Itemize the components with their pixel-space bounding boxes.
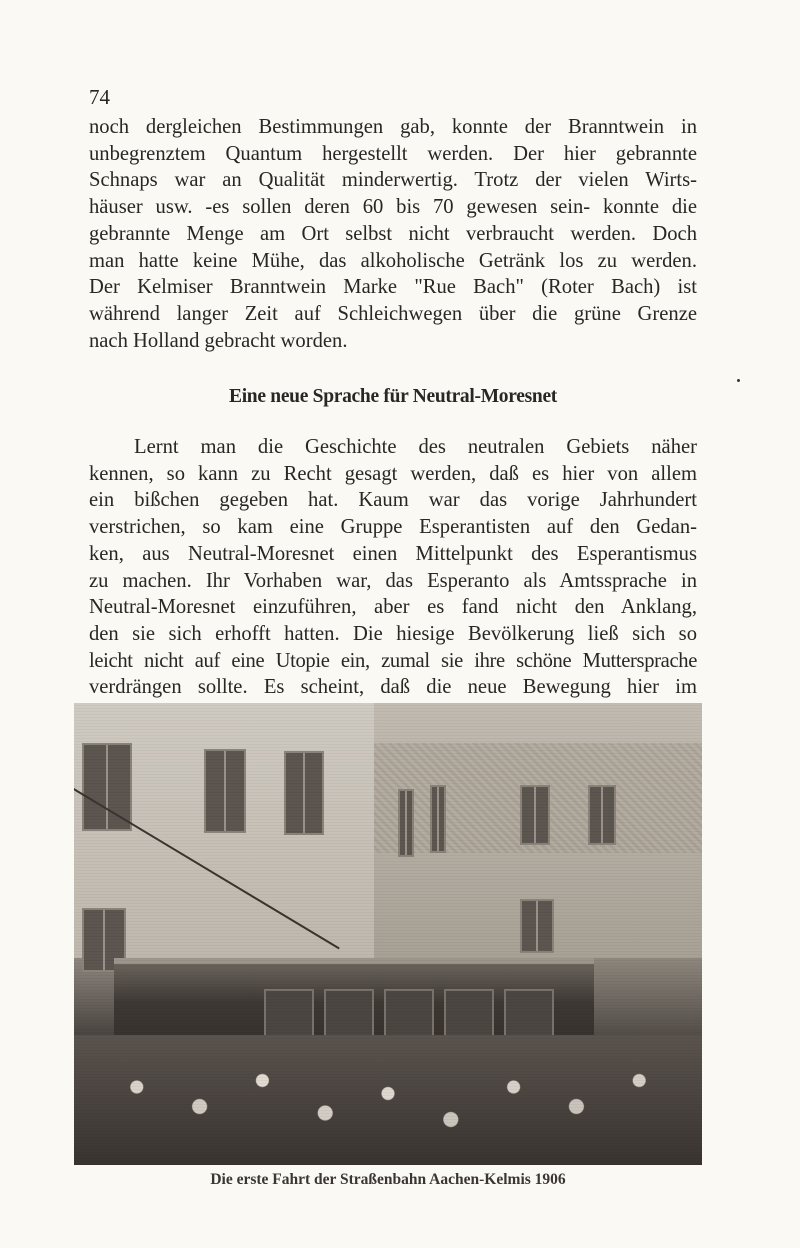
text-line: Lernt man die Geschichte des neutralen Gebiets näher <box>134 436 697 458</box>
text-line: den sie sich erhofft hatten. Die hiesige Bevölkerung ließ sich so <box>89 622 697 645</box>
stray-mark <box>737 379 740 382</box>
page-number: 74 <box>89 85 110 109</box>
text-line: Neutral-Moresnet einzuführen, aber es fand nicht den Anklang, <box>89 596 697 619</box>
text-line: Schnaps war an Qualität minderwertig. Trotz der vielen Wirts- <box>89 169 697 192</box>
text-line: noch dergleichen Bestimmungen gab, konnte der Branntwein in <box>89 116 697 138</box>
text-line: zu machen. Ihr Vorhaben war, das Esperanto als Amtssprache in <box>89 569 697 592</box>
text-line: häuser usw. -es sollen deren 60 bis 70 gewesen sein- konnte die <box>89 196 697 219</box>
section-heading: Eine neue Sprache für Neutral-Moresnet <box>228 386 557 408</box>
text-line: Der Kelmiser Branntwein Marke "Rue Bach" (Roter Bach) ist <box>89 276 697 299</box>
text-line: leicht nicht auf eine Utopie ein, zumal sie ihre schöne Muttersprache <box>89 649 697 672</box>
photo-grain <box>74 703 702 1165</box>
text-line: nach Holland gebracht worden. <box>89 329 348 352</box>
text-line: man hatte keine Mühe, das alkoholische Getränk los zu werden. <box>89 249 697 272</box>
text-line: verstrichen, so kam eine Gruppe Esperantisten auf den Gedan- <box>89 516 697 539</box>
text-line: während langer Zeit auf Schleichwegen über die grüne Grenze <box>89 302 697 325</box>
tram-photo <box>74 703 702 1165</box>
paragraph-esperanto <box>89 434 697 701</box>
text-line: ein bißchen gegeben hat. Kaum war das vorige Jahrhundert <box>89 489 697 512</box>
text-line: kennen, so kann zu Recht gesagt werden, daß es hier von allem <box>89 462 697 485</box>
text-line: gebrannte Menge am Ort selbst nicht verbraucht werden. Doch <box>89 222 697 245</box>
text-line: ken, aus Neutral-Moresnet einen Mittelpunkt des Esperantismus <box>89 542 697 565</box>
text-line: unbegrenztem Quantum hergestellt werden. Der hier gebrannte <box>89 142 697 165</box>
paragraph-branntwein <box>89 114 697 354</box>
text-line: verdrängen sollte. Es scheint, daß die neue Bewegung hier im <box>89 676 697 699</box>
figure-caption: Die erste Fahrt der Straßenbahn Aachen-Kelmis 1906 <box>210 1171 566 1188</box>
